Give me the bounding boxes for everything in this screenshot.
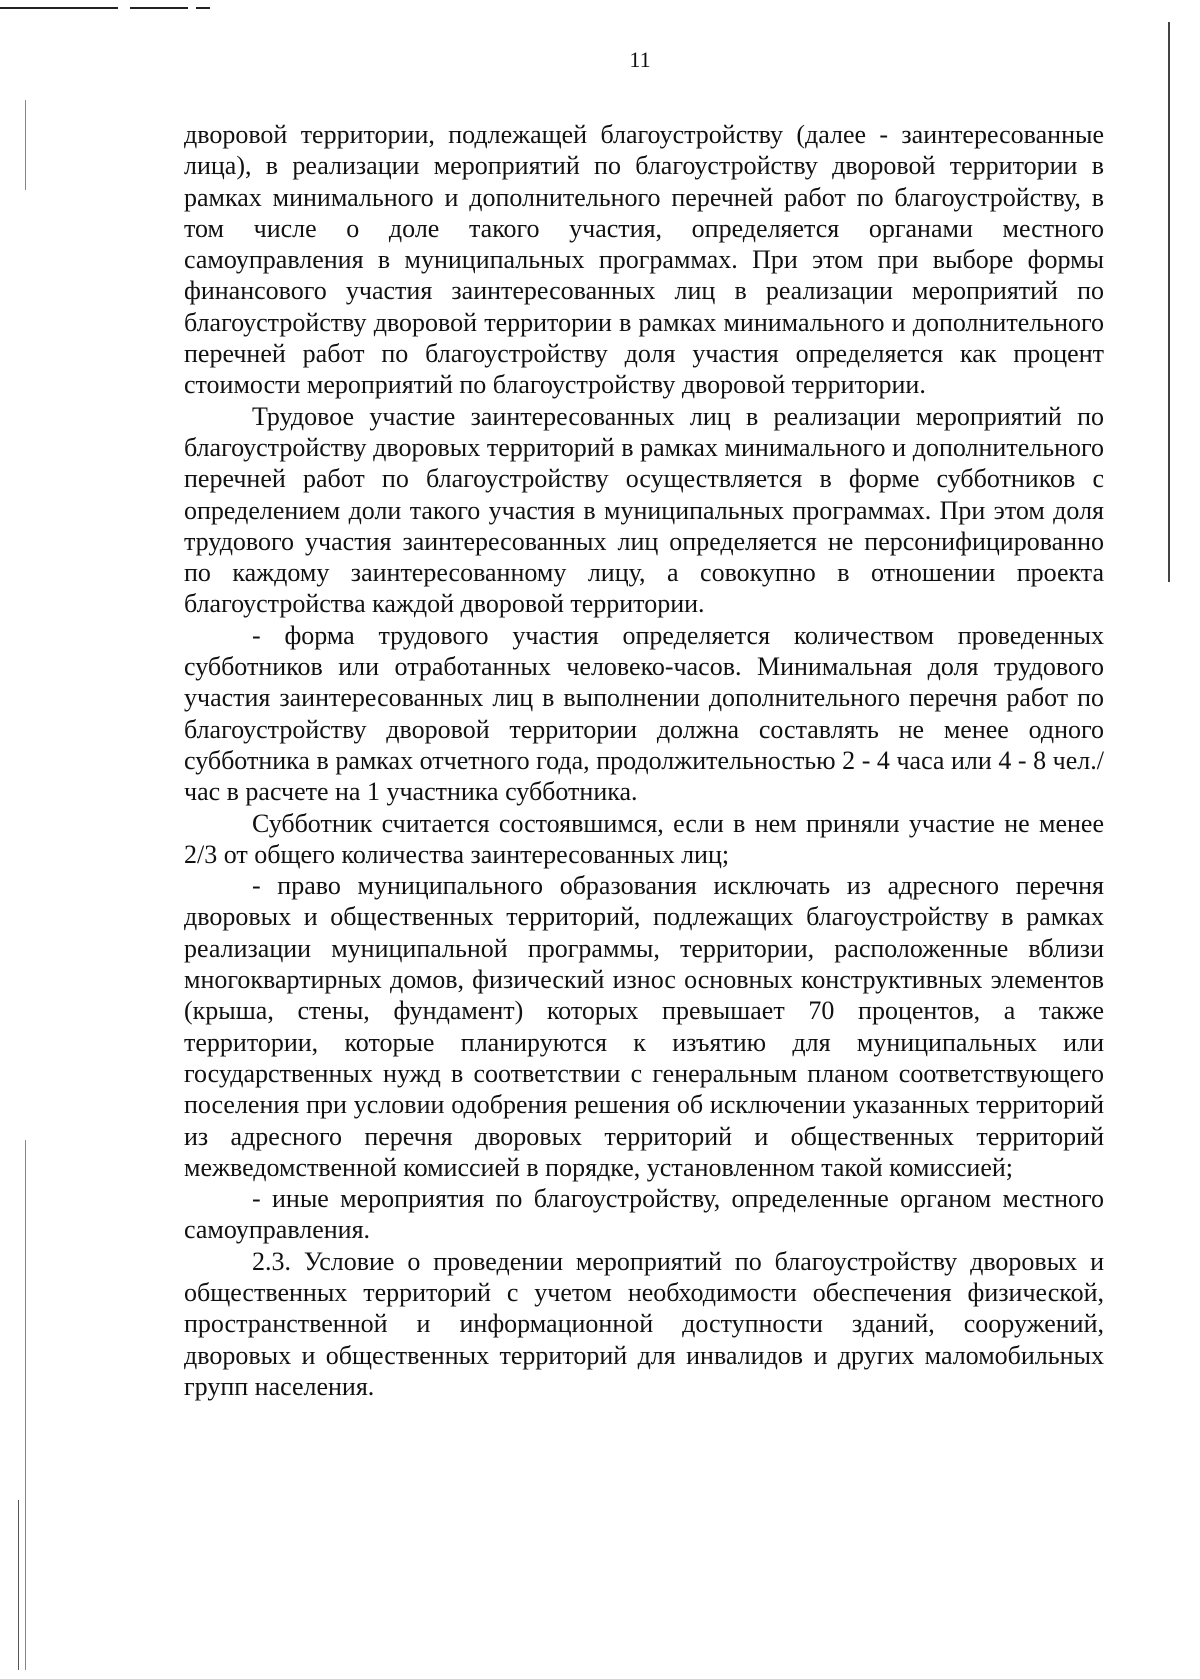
paragraph-1: дворовой территории, подлежащей благоустройству (далее - заинтересованные лица), в реализации мероприятий по благоустройству дворовой территории в рамках минимального и дополнительного перечней работ по благоустройству, в том числе о доле такого участия, определяется органами местного самоуправления в муниципальных программах. При этом при выборе формы финансового участия заинтересованных лиц в реализации мероприятий по благоустройству дворовой территории в рамках минимального и дополнительного перечней работ по благоустройству доля участия определяется как процент стоимости мероприятий по благоустройству дворовой территории. — [184, 120, 1104, 400]
paragraph-4: Субботник считается состоявшимся, если в нем приняли участие не менее 2/3 от общего количества заинтересованных лиц; — [184, 808, 1104, 869]
scan-edge-mark — [130, 7, 188, 9]
paragraph-3: - форма трудового участия определяется количеством проведенных субботников или отработанных человеко-часов. Минимальная доля трудового участия заинтересованных лиц в выполнении дополнительного перечня работ по благоустройству дворовой территории должна составлять не менее одного субботника в рамках отчетного года, продолжительностью 2 - 4 часа или 4 - 8 чел./час в расчете на 1 участника субботника. — [184, 620, 1104, 807]
paragraph-2: Трудовое участие заинтересованных лиц в реализации мероприятий по благоустройству дворовых территорий в рамках минимального и дополнительного перечней работ по благоустройству осуществляется в форме субботников с определением доли такого участия в муниципальных программах. При этом доля трудового участия заинтересованных лиц определяется не персонифицированно по каждому заинтересованному лицу, а совокупно в отношении проекта благоустройства каждой дворовой территории. — [184, 401, 1104, 619]
scan-left-edge-line — [25, 100, 26, 190]
paragraph-5: - право муниципального образования исключать из адресного перечня дворовых и общественных территорий, подлежащих благоустройству в рамках реализации муниципальной программы, территории, расположенные вблизи многоквартирных домов, физический износ основных конструктивных элементов (крыша, стены, фундамент) которых превышает 70 процентов, а также территории, которые планируются к изъятию для муниципальных или государственных нужд в соответствии с генеральным планом соответствующего поселения при условии одобрения решения об исключении указанных территорий из адресного перечня дворовых территорий и общественных территорий межведомственной комиссией в порядке, установленном такой комиссией; — [184, 871, 1104, 1182]
scan-left-edge-line — [25, 1140, 26, 1670]
document-body — [184, 119, 1104, 1402]
scan-edge-mark — [196, 7, 210, 9]
scan-left-edge-line — [18, 1500, 19, 1670]
scan-edge-mark — [0, 7, 118, 9]
paragraph-6: - иные мероприятия по благоустройству, определенные органом местного самоуправления. — [184, 1184, 1104, 1245]
scan-right-edge-line — [1168, 22, 1170, 582]
page-number: 11 — [629, 47, 651, 72]
paragraph-7: 2.3. Условие о проведении мероприятий по благоустройству дворовых и общественных территорий с учетом необходимости обеспечения физической, пространственной и информационной доступности зданий, сооружений, дворовых и общественных территорий для инвалидов и других маломобильных групп населения. — [184, 1246, 1104, 1401]
